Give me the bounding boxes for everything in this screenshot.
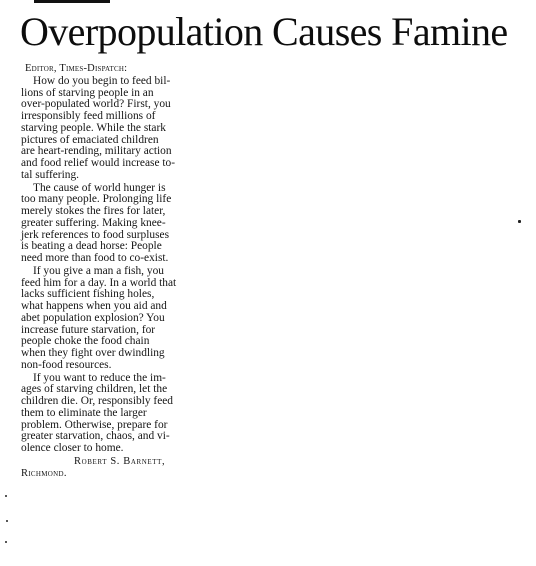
- scan-speck: [518, 220, 521, 223]
- top-rule: [34, 0, 110, 3]
- paragraph-4: If you want to reduce the im- ages of starving children, let the children die. Or, responsibly feed them to eliminate the larger problem. Otherwise, prepare for greater starvation, chaos, and vi- olence closer to home.: [21, 371, 174, 454]
- paragraph-3: If you give a man a fish, you feed him for a day. In a world that lacks sufficient fishing holes, what happens when you aid and abet population explosion? You increase future starvation, for people choke the food chain when they fight over dwindling non-food resources.: [21, 264, 177, 371]
- paragraph-2: The cause of world hunger is too many people. Prolonging life merely stokes the fires for later, greater suffering. Making knee- jerk references to food surpluses is beating a dead horse: People need more than food to co-exist.: [21, 181, 172, 264]
- signature: Robert S. Barnett,: [74, 455, 166, 467]
- salutation: Editor, Times-Dispatch:: [25, 63, 128, 74]
- letter-column: [21, 63, 216, 479]
- scan-speck: [5, 541, 7, 543]
- scan-speck: [6, 520, 8, 522]
- scan-speck: [5, 495, 7, 497]
- headline: Overpopulation Causes Famine: [20, 9, 508, 54]
- city-line: Richmond.: [21, 467, 67, 479]
- paragraph-1: How do you begin to feed bil- lions of starving people in an over-populated world? First, you irresponsibly feed millions of starving people. While the stark pictures of emaciated children are heart-rending, military action and food relief would increase to- tal suffering.: [21, 74, 176, 181]
